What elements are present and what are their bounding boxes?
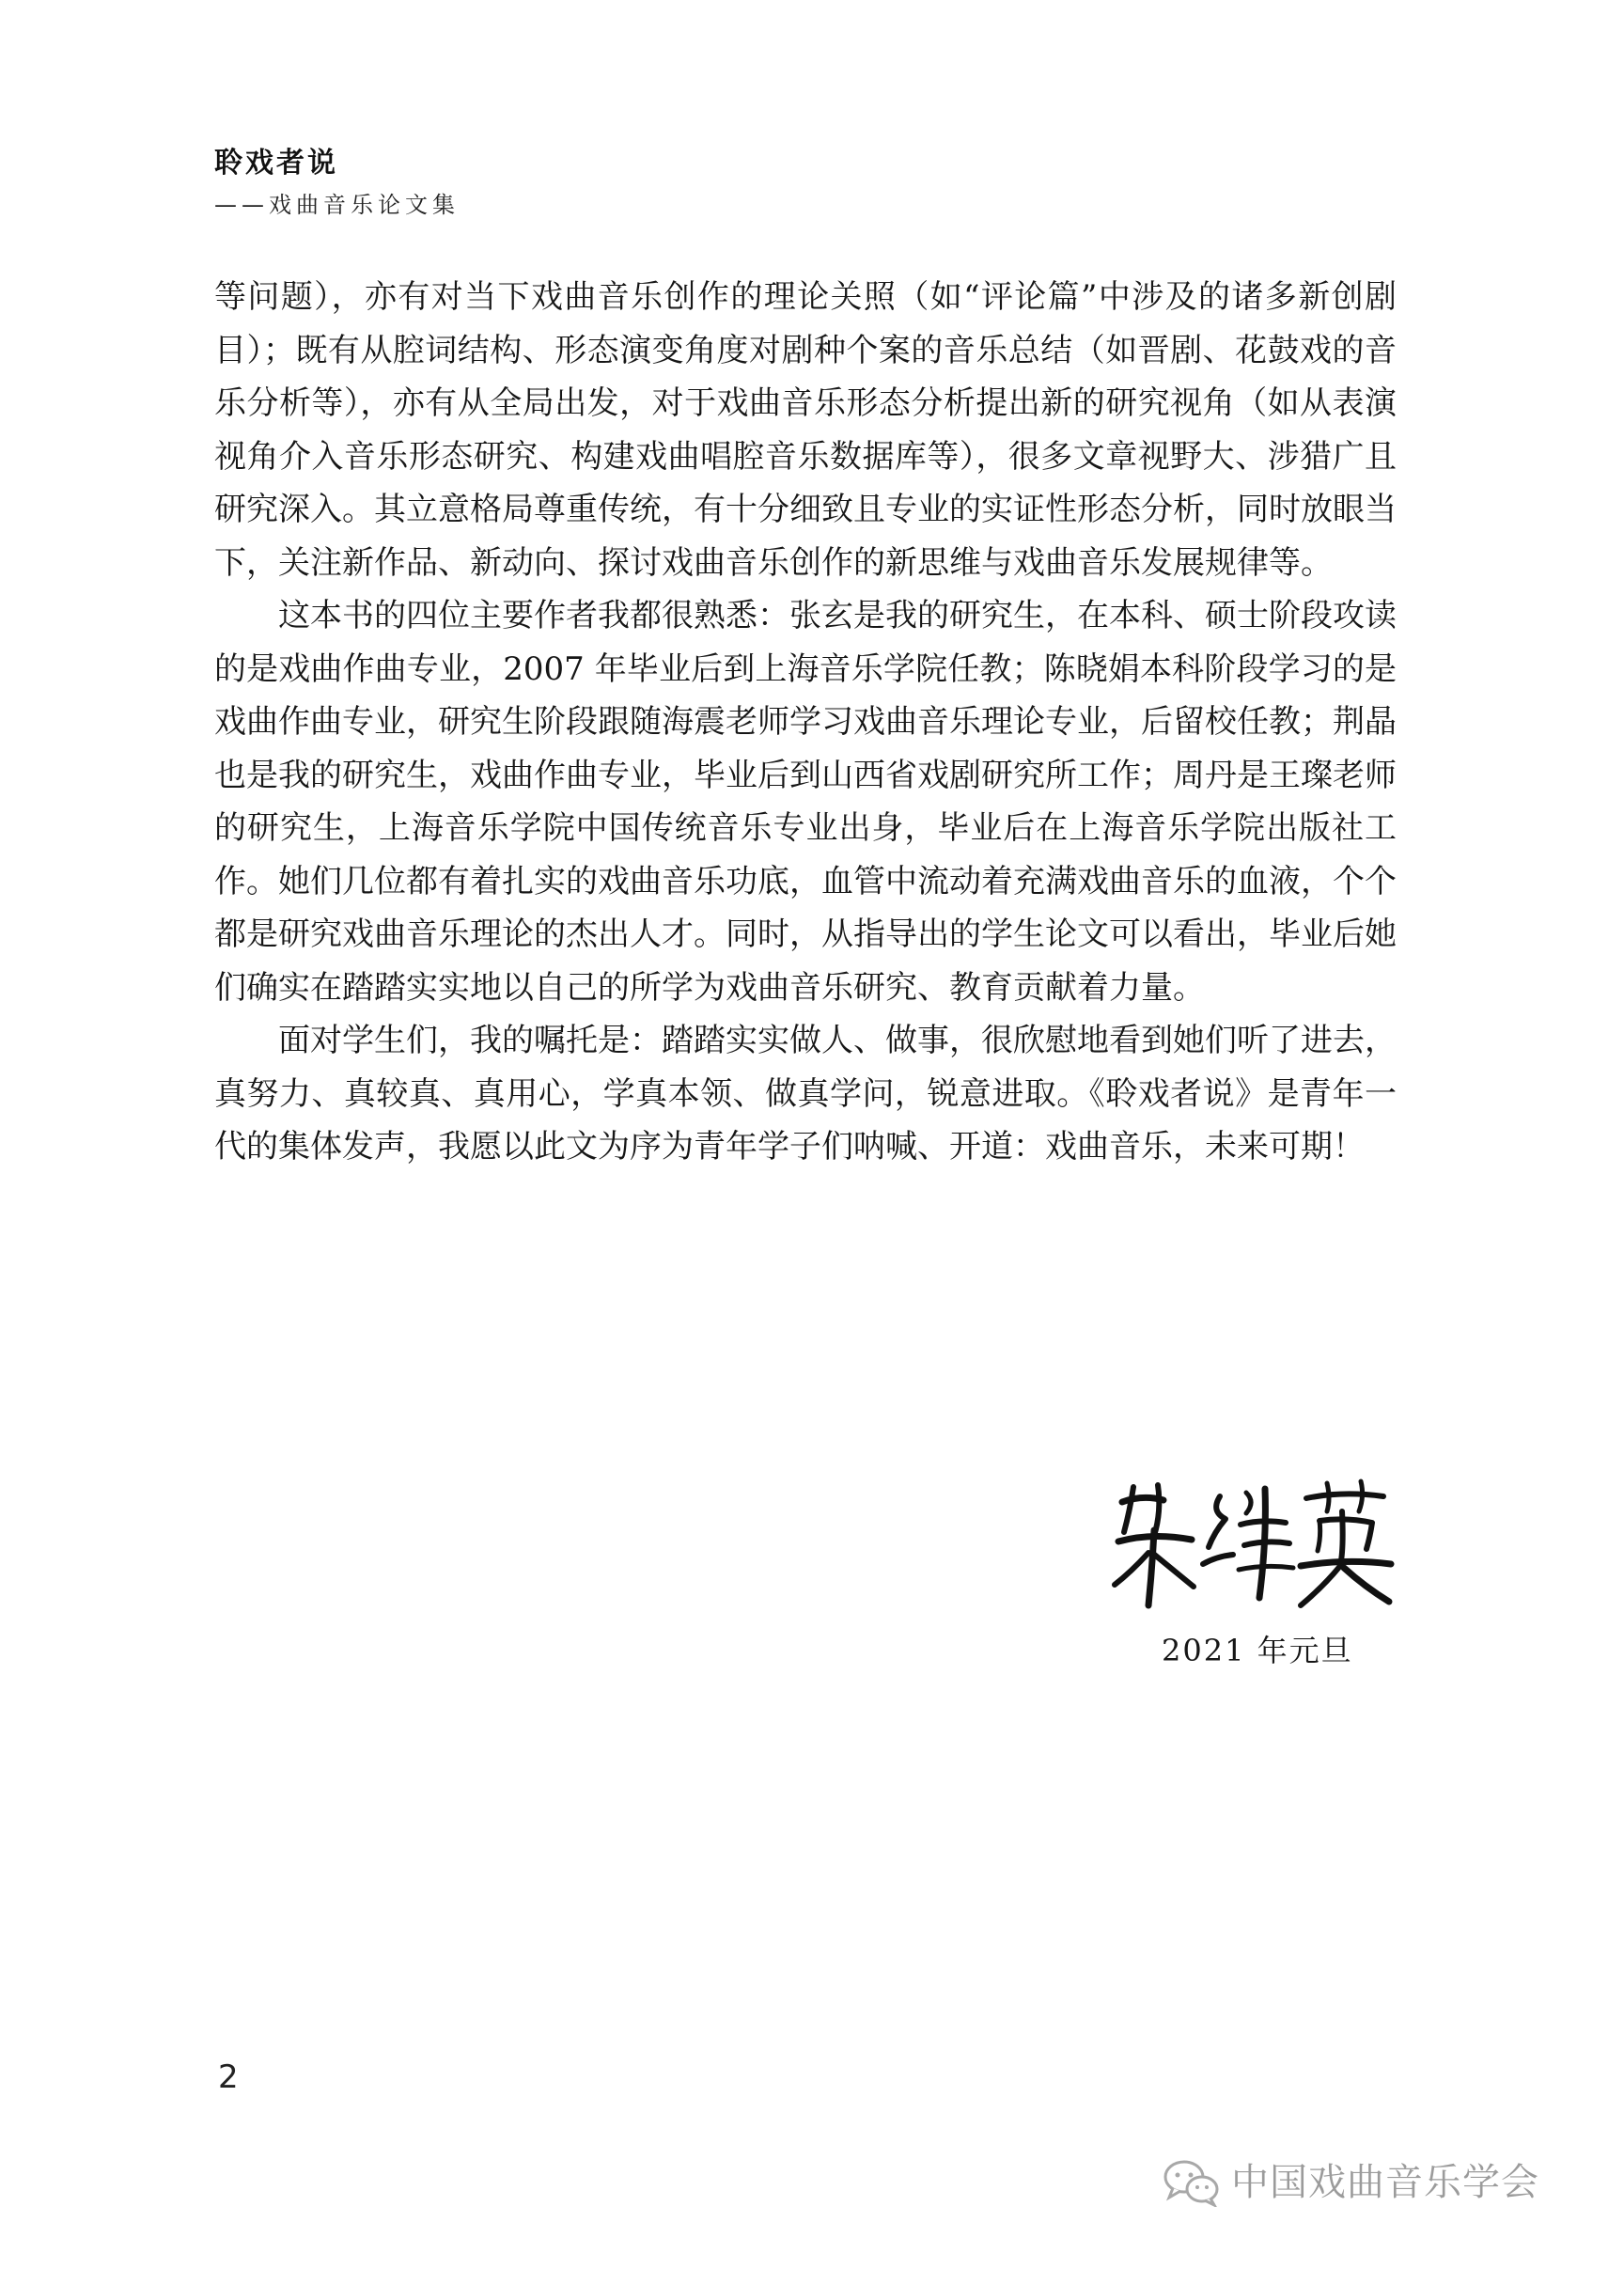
signature-date: 2021 年元旦 bbox=[1162, 1633, 1353, 1668]
page-number: 2 bbox=[218, 2058, 239, 2096]
preface-body bbox=[214, 271, 1397, 1174]
running-head bbox=[214, 145, 460, 222]
handwritten-signature bbox=[1105, 1474, 1397, 1615]
paragraph: 面对学生们，我的嘱托是：踏踏实实做人、做事，很欣慰地看到她们听了进去，真努力、真较真、真用心，学真本领、做真学问，锐意进取。《聆戏者说》是青年一代的集体发声，我愿以此文为序为青年学子们呐喊、开道：戏曲音乐，未来可期！ bbox=[214, 1022, 1397, 1166]
paragraph: 这本书的四位主要作者我都很熟悉：张玄是我的研究生，在本科、硕士阶段攻读的是戏曲作曲专业，2007 年毕业后到上海音乐学院任教；陈晓娟本科阶段学习的是戏曲作曲专业，研究生阶段跟随海震老师学习戏曲音乐理论专业，后留校任教；荆晶也是我的研究生，戏曲作曲专业，毕业后到山西省戏剧研究所工作；周丹是王璨老师的研究生，上海音乐学院中国传统音乐专业出身，毕业后在上海音乐学院出版社工作。她们几位都有着扎实的戏曲音乐功底，血管中流动着充满戏曲音乐的血液，个个都是研究戏曲音乐理论的杰出人才。同时，从指导出的学生论文可以看出，毕业后她们确实在踏踏实实地以自己的所学为戏曲音乐研究、教育贡献着力量。 bbox=[214, 597, 1397, 1007]
book-title: 聆戏者说 bbox=[214, 147, 338, 180]
watermark bbox=[1162, 2158, 1539, 2207]
wechat-icon bbox=[1162, 2158, 1222, 2207]
book-subtitle: ——戏曲音乐论文集 bbox=[214, 192, 460, 218]
watermark-text: 中国戏曲音乐学会 bbox=[1231, 2161, 1539, 2204]
paragraph: 等问题），亦有对当下戏曲音乐创作的理论关照（如“评论篇”中涉及的诸多新创剧目）；既有从腔词结构、形态演变角度对剧种个案的音乐总结（如晋剧、花鼓戏的音乐分析等），亦有从全局出发，对于戏曲音乐形态分析提出新的研究视角（如从表演视角介入音乐形态研究、构建戏曲唱腔音乐数据库等），很多文章视野大、涉猎广且研究深入。其立意格局尊重传统，有十分细致且专业的实证性形态分析，同时放眼当下，关注新作品、新动向、探讨戏曲音乐创作的新思维与戏曲音乐发展规律等。 bbox=[214, 278, 1397, 582]
